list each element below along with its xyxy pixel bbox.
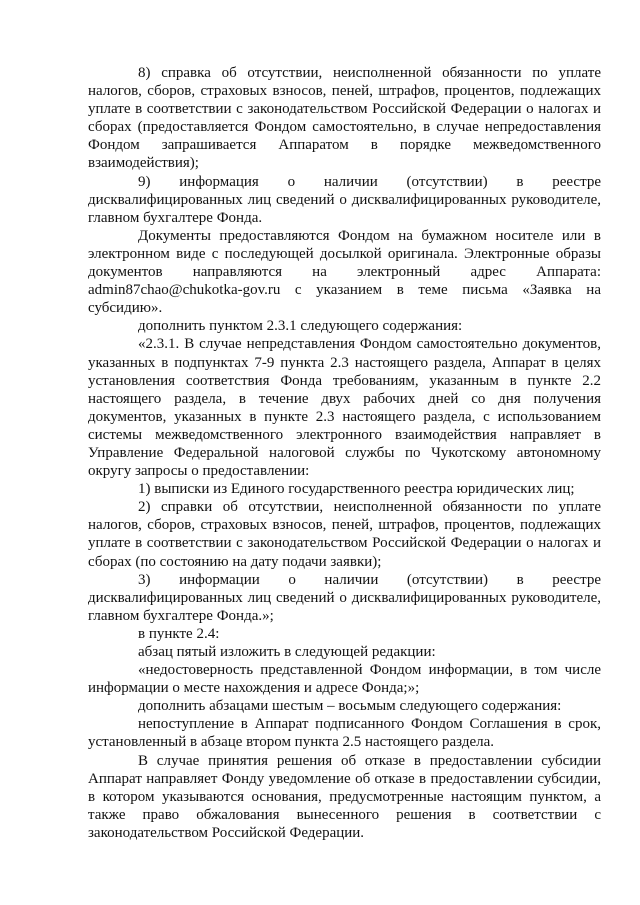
paragraph-subitem-1: 1) выписки из Единого государственного реестра юридических лиц; xyxy=(138,481,575,498)
paragraph-item-8: 8) справка об отсутствии, неисполненной обязанности по уплате налогов, сборов, страховых взносов, пеней, штрафов, процентов, подлежащих уплате в соответствии с законодательством Российской Федерации о налогах и сборах (предоставляется Фондом самостоятельно, в случае непредоставления Фондом запрашивается Аппаратом в порядке межведомственного взаимодействия); xyxy=(88,65,601,172)
paragraph-documents: Документы предоставляются Фондом на бумажном носителе или в электронном виде с последующей досылкой оригинала. Электронные образы документов направляются на электронный адрес Аппарата: admin87chao@chukotka-gov.ru с указанием в теме письма «Заявка на субсидию». xyxy=(88,227,601,317)
paragraph-nedostovernost: «недостоверность представленной Фондом информации, в том числе информации о месте нахождения и адресе Фонда;»; xyxy=(88,662,601,697)
paragraph-add-2-3-1: дополнить пунктом 2.3.1 следующего содержания: xyxy=(138,318,463,335)
paragraph-nepostuplenie: непоступление в Аппарат подписанного Фондом Соглашения в срок, установленный в абзаце втором пункта 2.5 настоящего раздела. xyxy=(88,716,601,751)
document-page xyxy=(88,64,601,842)
paragraph-2-3-1: «2.3.1. В случае непредставления Фондом самостоятельно документов, указанных в подпунктах 7-9 пункта 2.3 настоящего раздела, Аппарат в целях установления соответствия Фонда требованиям, указанным в пункте 2.2 настоящего раздела, в течение двух рабочих дней со дня получения документов, указанных в пункте 2.3 настоящего раздела, с использованием системы межведомственного электронного взаимодействия направляет в Управление Федеральной налоговой службы по Чукотскому автономному округу запросы о предоставлении: xyxy=(88,336,601,480)
paragraph-add-abzacy: дополнить абзацами шестым – восьмым следующего содержания: xyxy=(138,698,562,715)
paragraph-in-2-4: в пункте 2.4: xyxy=(138,625,220,642)
paragraph-item-9: 9) информация о наличии (отсутствии) в реестре дисквалифицированных лиц сведений о дисквалифицированных руководителе, главном бухгалтере Фонда. xyxy=(88,173,601,226)
paragraph-abzac-5: абзац пятый изложить в следующей редакции: xyxy=(138,644,436,660)
paragraph-otkaz: В случае принятия решения об отказе в предоставлении субсидии Аппарат направляет Фонду уведомление об отказе в предоставлении субсидии, в котором указываются основания, предусмотренные настоящим пунктом, а также право обжалования вынесенного решения в соответствии с законодательством Российской Федерации. xyxy=(88,752,601,841)
paragraph-subitem-2: 2) справки об отсутствии, неисполненной обязанности по уплате налогов, сборов, страховых взносов, пеней, штрафов, процентов, подлежащих уплате в соответствии с законодательством Российской Федерации о налогах и сборах (по состоянию на дату подачи заявки); xyxy=(88,499,601,570)
paragraph-subitem-3: 3) информации о наличии (отсутствии) в реестре дисквалифицированных лиц сведений о дисквалифицированных руководителе, главном бухгалтере Фонда.»; xyxy=(88,571,601,624)
